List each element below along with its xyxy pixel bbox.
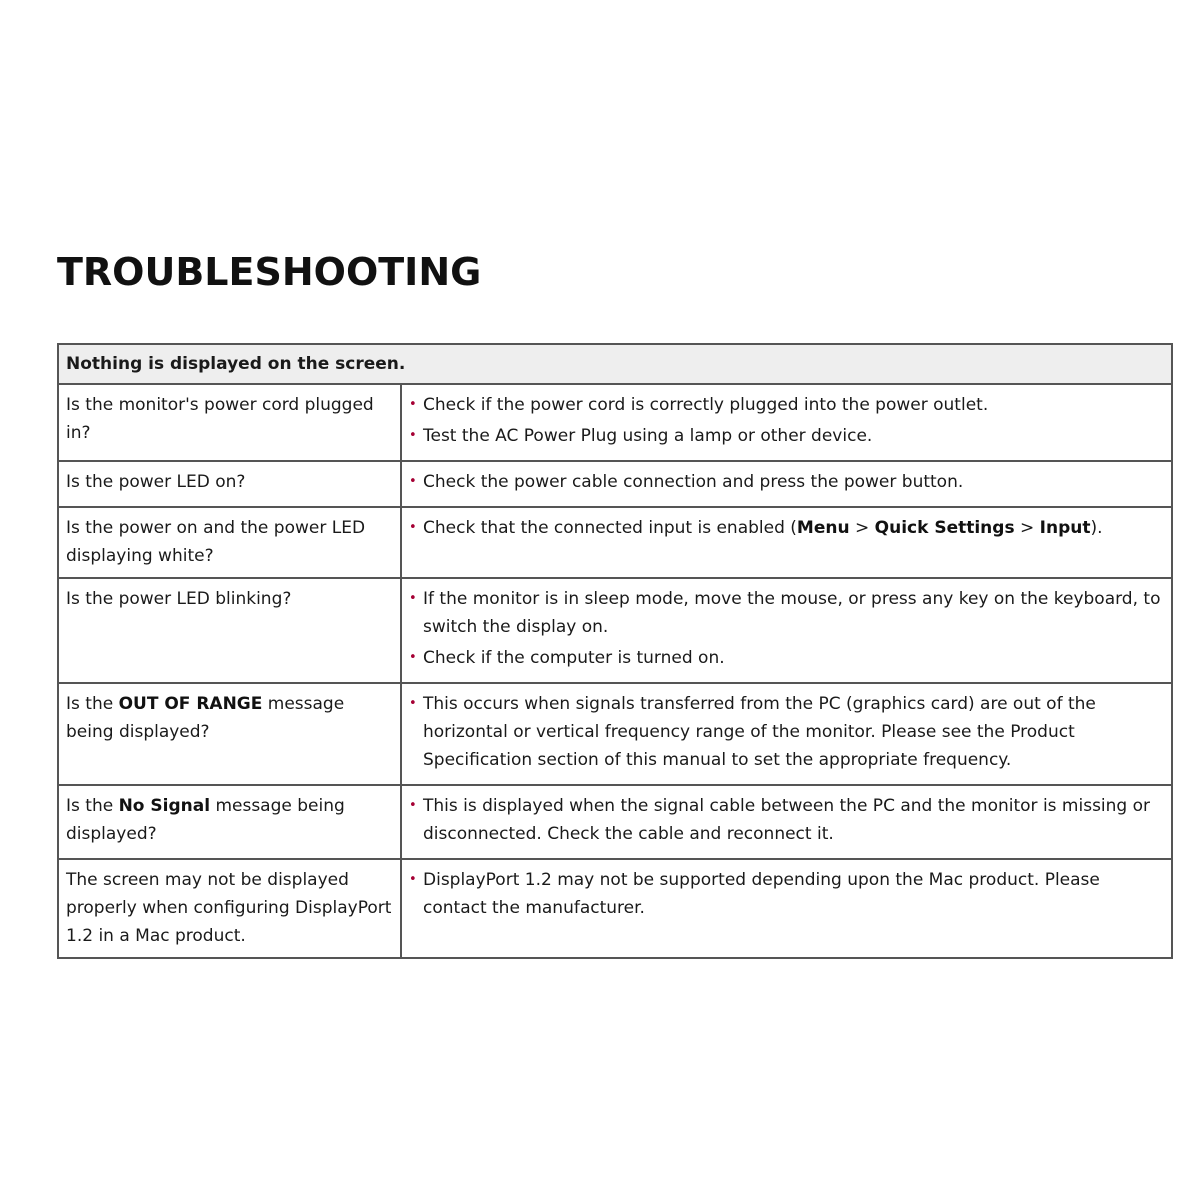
text-segment: If the monitor is in sleep mode, move the mouse, or press any key on the keyboard, to switch the display on. [423, 589, 1161, 637]
text-segment: Check that the connected input is enabled ( [423, 518, 797, 538]
answer-item [409, 792, 1164, 848]
emphasized-text: Menu [796, 518, 850, 538]
answer-item [409, 644, 1164, 672]
text-segment: Test the AC Power Plug using a lamp or other device. [423, 426, 873, 446]
answer-list [409, 514, 1164, 542]
text-segment: message being displayed? [66, 796, 345, 844]
answer-item [409, 514, 1164, 542]
answer-cell [401, 507, 1172, 578]
answer-list [409, 585, 1164, 672]
answer-cell [401, 384, 1172, 461]
answer-item [409, 866, 1164, 922]
text-segment: This occurs when signals transferred from the PC (graphics card) are out of the horizontal or vertical frequency range of the monitor. Please see the Product Specification section of this manual to set the appropriate frequency. [423, 694, 1096, 770]
question-cell [58, 578, 401, 683]
emphasized-text: No Signal [118, 796, 211, 816]
emphasized-text: OUT OF RANGE [118, 694, 263, 714]
answer-list [409, 468, 1164, 496]
answer-list [409, 792, 1164, 848]
text-segment: This is displayed when the signal cable between the PC and the monitor is missing or disconnected. Check the cable and reconnect it. [423, 796, 1151, 844]
text-segment: message being displayed? [66, 694, 345, 742]
table-header-row [58, 344, 1172, 384]
question-text: Is the power on and the power LED displaying white? [66, 518, 366, 566]
troubleshooting-table [57, 343, 1173, 959]
text-segment: DisplayPort 1.2 may not be supported depending upon the Mac product. Please contact the manufacturer. [423, 870, 1100, 918]
answer-item [409, 422, 1164, 450]
table-row [58, 785, 1172, 859]
table-row [58, 859, 1172, 958]
answer-cell [401, 683, 1172, 785]
answer-cell [401, 785, 1172, 859]
question-text: Is the power LED blinking? [66, 589, 292, 609]
table-row [58, 384, 1172, 461]
table-row [58, 578, 1172, 683]
question-text: Is the power LED on? [66, 472, 246, 492]
text-segment: > [1014, 518, 1040, 538]
table-row [58, 507, 1172, 578]
answer-list [409, 690, 1164, 774]
question-text: Is the monitor's power cord plugged in? [66, 395, 374, 443]
page-title: TROUBLESHOOTING [57, 250, 482, 294]
question-cell [58, 461, 401, 507]
text-segment: ). [1090, 518, 1103, 538]
text-segment: Is the [66, 796, 119, 816]
text-segment: > [849, 518, 875, 538]
emphasized-text: Quick Settings [874, 518, 1015, 538]
emphasized-text: Input [1039, 518, 1091, 538]
question-cell [58, 507, 401, 578]
question-cell [58, 785, 401, 859]
table-section-header: Nothing is displayed on the screen. [58, 344, 1172, 384]
answer-list [409, 391, 1164, 450]
answer-item [409, 585, 1164, 641]
answer-item [409, 690, 1164, 774]
text-segment: Check the power cable connection and press the power button. [423, 472, 964, 492]
answer-item [409, 391, 1164, 419]
question-text: The screen may not be displayed properly when configuring DisplayPort 1.2 in a Mac product. [66, 870, 392, 946]
answer-cell [401, 461, 1172, 507]
table-row [58, 461, 1172, 507]
text-segment: Is the [66, 694, 119, 714]
text-segment: Check if the power cord is correctly plugged into the power outlet. [423, 395, 989, 415]
question-cell [58, 384, 401, 461]
text-segment: Check if the computer is turned on. [423, 648, 725, 668]
answer-cell [401, 578, 1172, 683]
question-cell [58, 683, 401, 785]
answer-list [409, 866, 1164, 922]
question-cell [58, 859, 401, 958]
table-row [58, 683, 1172, 785]
answer-cell [401, 859, 1172, 958]
answer-item [409, 468, 1164, 496]
